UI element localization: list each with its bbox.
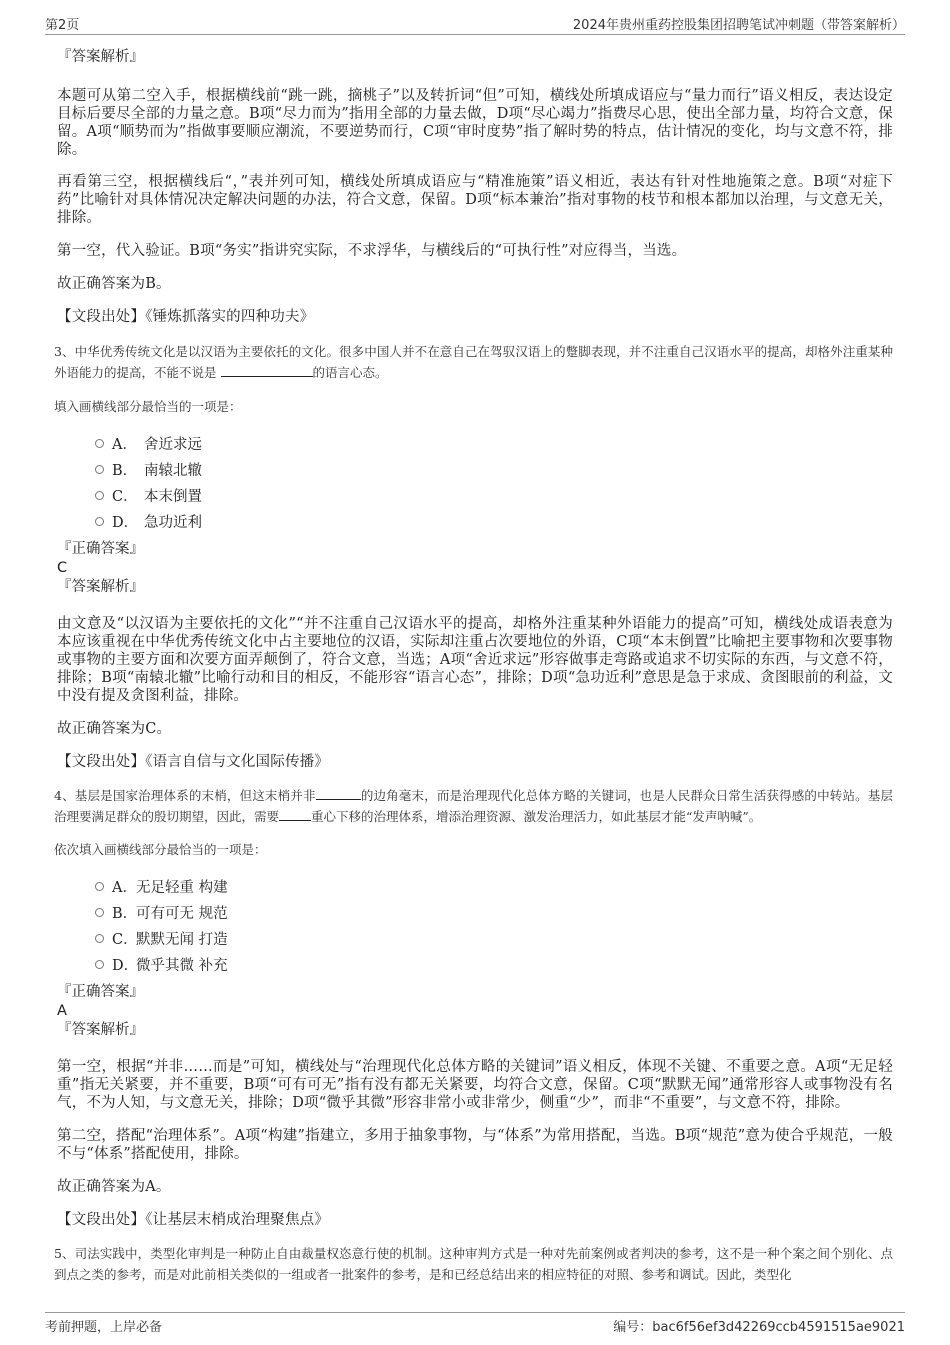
option-text: 无足轻重 构建: [136, 879, 228, 896]
q3-analysis-p2: 故正确答案为C。: [57, 721, 172, 737]
option-letter: A．: [112, 436, 137, 453]
q4-source: 【文段出处】《让基层末梢成治理聚焦点》: [57, 1212, 330, 1228]
footer-slogan: 考前押题，上岸必备: [45, 1320, 163, 1335]
q3-instruction: 填入画横线部分最恰当的一项是：: [54, 399, 242, 414]
q3-blank: [221, 364, 313, 377]
q2-analysis-p2: 再看第三空，根据横线后“，”表并列可知，横线处所填成语应与“精准施策”语义相近，表达有针对性地施策之意。B项“对症下药”比喻针对具体情况决定解决问题的办法，符合文意，保留。D项“标本兼治”指对事物的枝节和根本都加以治理，与文意无关，排除。: [57, 174, 893, 226]
q3-option-a[interactable]: [95, 430, 893, 456]
q4-question: [54, 785, 893, 827]
radio-icon[interactable]: [95, 934, 104, 943]
option-text: 急功近利: [144, 514, 202, 531]
q2-analysis-p4: 故正确答案为B。: [57, 276, 171, 292]
page-footer: [45, 1312, 905, 1333]
option-letter: B．: [112, 905, 138, 922]
q5-question: 5、司法实践中，类型化审判是一种防止自由裁量权恣意行使的机制。这种审判方式是一种对先前案例或者判决的参考，这不是一种个案之间个别化、点到点之类的参考，而是对此前相关类似的一组或者一批案件的参考，是和已经总结出来的相应特征的对照、参考和调试。因此，类型化: [54, 1246, 893, 1282]
q4-analysis-p1: 第一空，根据“并非……而是”可知，横线处与“治理现代化总体方略的关键词”语义相反，体现不关键、不重要之意。A项“无足轻重”指无关紧要，并不重要，B项“可有可无”指有没有都无关紧要，均符合文意，保留。C项“默默无闻”通常形容人或事物没有名气，不为人知，与文意无关，排除；D项“微乎其微”形容非常小或非常少，侧重“少”，而非“不重要”，与文意不符，排除。: [57, 1059, 893, 1111]
q2-analysis-p1: 本题可从第二空入手，根据横线前“跳一跳，摘桃子”以及转折词“但”可知，横线处所填成语应与“量力而行”语义相反，表达设定目标后要尽全部的力量之意。B项“尽力而为”指用全部的力量去做，D项“尽心竭力”指费尽心思，使出全部力量，均符合文意，保留。A项“顺势而为”指做事要顺应潮流，不要逆势而行，C项“审时度势”指了解时势的特点，估计情况的变化，均与文意不符，排除。: [57, 88, 893, 158]
option-text: 可有可无 规范: [136, 905, 228, 922]
radio-icon[interactable]: [95, 517, 104, 526]
radio-icon[interactable]: [95, 882, 104, 891]
option-letter: B．: [112, 462, 138, 479]
option-letter: C．: [112, 488, 138, 505]
document-body: [54, 44, 893, 1285]
page-number: 第2页: [45, 18, 80, 33]
q3-source: 【文段出处】《语言自信与文化国际传播》: [57, 754, 330, 770]
option-letter: D．: [112, 957, 139, 974]
q3-question-text-a: 3、中华优秀传统文化是以汉语为主要依托的文化。很多中国人并不在意自己在驾驭汉语上的蹩脚表现，并不注重自己汉语水平的提高，却格外注重某种外语能力的提高，不能不说是: [54, 344, 893, 380]
q2-analysis-label: 『答案解析』: [57, 49, 144, 65]
q4-question-text-b: 的边角毫末，而是治理现代化总体方略的关键词，也是人民群众日常生活获得感的中转站。基层治理要满足群众的殷切期望，因此，需要: [54, 788, 893, 824]
q3-correct-answer: C: [57, 560, 68, 576]
q2-analysis-p3: 第一空，代入验证。B项“务实”指讲究实际，不求浮华，与横线后的“可执行性”对应得当，当选。: [57, 243, 687, 259]
option-letter: D．: [112, 514, 139, 531]
option-text: 南辕北辙: [144, 462, 202, 479]
footer-serial: 编号：bac6f56ef3d42269ccb4591515ae9021: [613, 1320, 905, 1335]
q4-analysis-p3: 故正确答案为A。: [57, 1179, 171, 1195]
radio-icon[interactable]: [95, 491, 104, 500]
q3-option-d[interactable]: [95, 508, 893, 534]
q3-analysis-p1: 由文意及“以汉语为主要依托的文化”“并不注重自己汉语水平的提高，却格外注重某种外语能力的提高”可知，横线处成语表意为本应该重视在中华优秀传统文化中占主要地位的汉语，实际却注重占次要地位的外语，C项“本末倒置”比喻把主要事物和次要事物或事物的主要方面和次要方面弄颠倒了，符合文意，当选；A项“舍近求远”形容做事走弯路或追求不切实际的东西，与文意不符，排除；B项“南辕北辙”比喻行动和目的相反，不能形容“语言心态”，排除；D项“急功近利”意思是急于求成、贪图眼前的利益，文中没有提及贪图利益，排除。: [57, 616, 893, 704]
option-letter: A．: [112, 879, 137, 896]
q3-option-b[interactable]: [95, 456, 893, 482]
radio-icon[interactable]: [95, 439, 104, 448]
q4-instruction: 依次填入画横线部分最恰当的一项是：: [54, 842, 267, 857]
q4-question-text-a: 4、基层是国家治理体系的末梢，但这末梢并非: [54, 788, 316, 803]
document-title: 2024年贵州重药控股集团招聘笔试冲刺题（带答案解析）: [572, 18, 905, 33]
radio-icon[interactable]: [95, 465, 104, 474]
option-text: 默默无闻 打造: [136, 931, 228, 948]
q4-correct-answer: A: [57, 1003, 67, 1019]
q2-source: 【文段出处】《锤炼抓落实的四种功夫》: [57, 309, 315, 325]
q4-analysis-label: 『答案解析』: [57, 1022, 144, 1038]
q4-blank-2: [279, 808, 311, 821]
page-header: [45, 14, 905, 35]
q3-question-text-b: 的语言心态。: [312, 365, 388, 380]
q4-option-d[interactable]: [95, 951, 893, 977]
q4-option-c[interactable]: [95, 925, 893, 951]
q3-correct-label: 『正确答案』: [57, 541, 144, 557]
q4-correct-label: 『正确答案』: [57, 984, 144, 1000]
option-text: 本末倒置: [144, 488, 202, 505]
q4-question-text-c: 重心下移的治理体系，增添治理资源、激发治理活力，如此基层才能“发声呐喊”。: [311, 809, 762, 824]
q4-option-b[interactable]: [95, 899, 893, 925]
radio-icon[interactable]: [95, 960, 104, 969]
q4-blank-1: [316, 787, 361, 800]
option-letter: C．: [112, 931, 138, 948]
option-text: 舍近求远: [144, 436, 202, 453]
q3-analysis-label: 『答案解析』: [57, 579, 144, 595]
q4-option-a[interactable]: [95, 873, 893, 899]
q3-question: [54, 341, 893, 383]
q3-options: [95, 430, 893, 534]
radio-icon[interactable]: [95, 908, 104, 917]
q4-options: [95, 873, 893, 977]
q3-option-c[interactable]: [95, 482, 893, 508]
option-text: 微乎其微 补充: [136, 957, 228, 974]
q4-analysis-p2: 第二空，搭配“治理体系”。A项“构建”指建立，多用于抽象事物，与“体系”为常用搭配，当选。B项“规范”意为使合乎规范，一般不与“体系”搭配使用，排除。: [57, 1128, 893, 1162]
